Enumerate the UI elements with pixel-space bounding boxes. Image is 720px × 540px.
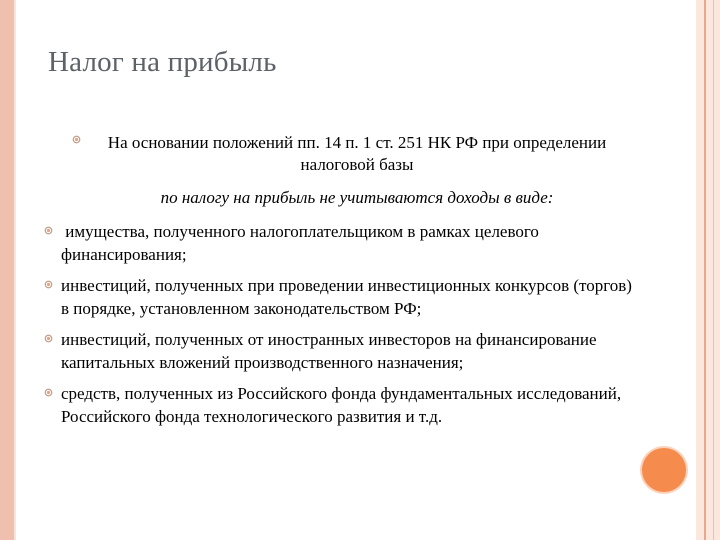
- left-border-line: [14, 0, 16, 540]
- list-item: [44, 274, 644, 320]
- right-border-band: [696, 0, 720, 540]
- circle-bullet-icon: [72, 135, 81, 144]
- list-item: [44, 220, 644, 266]
- list-item: [44, 328, 644, 374]
- subtitle-text: по налогу на прибыль не учитываются доходы в виде:: [160, 188, 554, 207]
- circle-bullet-icon: [44, 334, 53, 343]
- list-item-text: имущества, полученного налогоплательщиком в рамках целевого финансирования;: [61, 222, 544, 264]
- intro-text: На основании положений пп. 14 п. 1 ст. 251 НК РФ при определении налоговой базы: [107, 133, 607, 174]
- circle-bullet-icon: [44, 280, 53, 289]
- income-list: [44, 220, 644, 436]
- orange-circle-decoration: [642, 448, 686, 492]
- slide-title: Налог на прибыль: [48, 46, 277, 78]
- right-border-line: [704, 0, 706, 540]
- list-item-text: инвестиций, полученных при проведении инвестиционных конкурсов (торгов) в порядке, установленном законодательством РФ;: [61, 276, 632, 318]
- circle-bullet-icon: [44, 388, 53, 397]
- right-border-line-thin: [713, 0, 714, 540]
- circle-bullet-icon: [44, 226, 53, 235]
- left-border-band: [0, 0, 14, 540]
- intro-block: [72, 132, 632, 176]
- list-item-text: средств, полученных из Российского фонда фундаментальных исследований, Российского фонда технологического развития и т.д.: [61, 384, 622, 426]
- list-item-text: инвестиций, полученных от иностранных инвесторов на финансирование капитальных вложений производственного назначения;: [61, 330, 597, 372]
- list-item: [44, 382, 644, 428]
